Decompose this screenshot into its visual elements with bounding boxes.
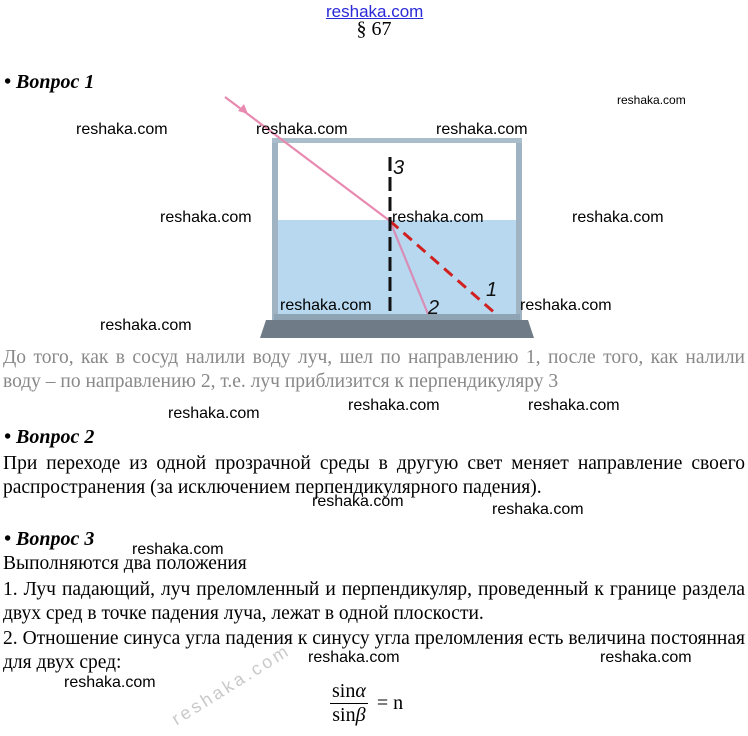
watermark: reshaka.com [492, 501, 584, 518]
watermark: reshaka.com [256, 121, 348, 138]
vessel-wall-left [272, 140, 278, 320]
question-1-answer: До того, как в сосуд налили воду луч, шел по направлению 1, после того, как налили воду – по направлению 2, т.е. луч приблизится к перпендикуляру 3 [3, 347, 745, 392]
diagonal-watermark: reshaka.com [168, 639, 294, 729]
formula-rhs: = n [376, 692, 404, 714]
watermark: reshaka.com [617, 93, 686, 107]
watermark: reshaka.com [436, 121, 528, 138]
watermark: reshaka.com [348, 397, 440, 414]
formula-denominator: sinβ [332, 704, 366, 726]
watermark: reshaka.com [132, 541, 224, 558]
watermark: reshaka.com [392, 209, 484, 226]
watermark: reshaka.com [308, 649, 400, 666]
formula-fraction [330, 680, 368, 727]
watermark: reshaka.com [100, 317, 192, 334]
question-3-intro: Выполняются два положения [3, 553, 247, 574]
watermark: reshaka.com [168, 405, 260, 422]
watermark: reshaka.com [280, 297, 372, 314]
vessel-stand [260, 320, 534, 338]
site-link[interactable]: reshaka.com [326, 2, 424, 21]
question-3-point-1: 1. Луч падающий, луч преломленный и перпендикуляр, проведенный к границе раздела двух сред в точке падения луча, лежат в одной плоскости. [3, 579, 745, 624]
question-1-heading: • Вопрос 1 [4, 71, 95, 93]
watermark: reshaka.com [76, 121, 168, 138]
question-3-heading: • Вопрос 3 [4, 528, 95, 550]
section-number: § 67 [356, 18, 392, 40]
question-2-heading: • Вопрос 2 [4, 426, 95, 448]
watermark: reshaka.com [312, 493, 404, 510]
watermark: reshaka.com [572, 209, 664, 226]
watermark: reshaka.com [600, 649, 692, 666]
vessel-wall-right [516, 140, 522, 320]
watermark: reshaka.com [64, 674, 156, 691]
watermark: reshaka.com [520, 297, 612, 314]
snell-formula [330, 680, 403, 727]
label-2: 2 [428, 297, 440, 319]
label-1: 1 [486, 279, 498, 301]
incident-ray [225, 97, 390, 221]
question-3-point-2: 2. Отношение синуса угла падения к синусу угла преломления есть величина постоянная для двух сред: [3, 628, 745, 673]
watermark: reshaka.com [528, 397, 620, 414]
watermark: reshaka.com [160, 209, 252, 226]
question-2-answer: При переходе из одной прозрачной среды в другую свет меняет направление своего распространения (за исключением перпендикулярного падения). [3, 453, 745, 498]
label-3: 3 [393, 157, 405, 179]
formula-numerator: sinα [332, 680, 366, 702]
